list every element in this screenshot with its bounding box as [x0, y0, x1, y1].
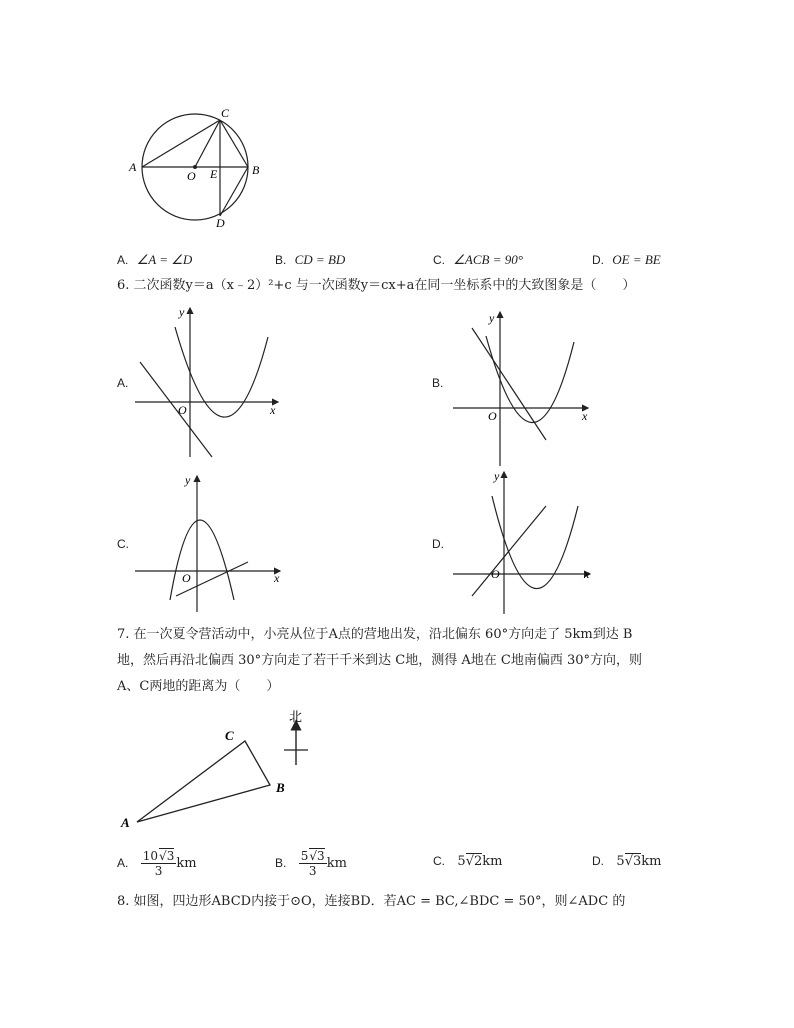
q6-option-a-letter[interactable]: A.	[117, 376, 129, 390]
q5-option-a[interactable]: A. ∠A = ∠D	[117, 252, 193, 267]
q6-graph-c[interactable]	[130, 470, 285, 615]
axis-x: x	[584, 567, 590, 581]
q7-option-d[interactable]: D. 5√3km	[592, 854, 662, 869]
origin: O	[182, 571, 191, 585]
axis-x: x	[582, 409, 588, 423]
q7-option-b[interactable]: B. $\frac{5√3}{3}$ km	[275, 849, 347, 878]
axis-y: y	[489, 311, 495, 325]
q7-line-3: A、C两地的距离为（ ）	[117, 679, 280, 694]
fraction: $\frac{10√3}{3}$	[142, 849, 175, 878]
circle-figure	[120, 100, 280, 235]
q6-option-b-letter[interactable]: B.	[432, 376, 444, 390]
fraction: $\frac{5√3}{3}$	[300, 849, 325, 878]
q6-graph-a[interactable]	[130, 302, 285, 462]
q7-triangle-figure	[115, 705, 335, 835]
q6-graph-b[interactable]	[448, 306, 598, 466]
label-d: D	[216, 216, 225, 230]
origin: O	[491, 567, 500, 581]
label-a: A	[121, 815, 130, 830]
axis-y: y	[179, 305, 185, 319]
origin: O	[178, 403, 187, 417]
q6-graph-d[interactable]	[448, 466, 598, 616]
q5-option-b[interactable]: B. CD = BD	[275, 252, 346, 267]
q6-option-c-letter[interactable]: C.	[117, 537, 129, 551]
label-e: E	[210, 167, 218, 181]
north-label: 北	[289, 709, 303, 724]
label-c: C	[225, 728, 234, 743]
axis-y: y	[185, 473, 191, 487]
q6-stem: 6. 二次函数y＝a（x﹣2）²+c 与一次函数y＝cx+a在同一坐标系中的大致图象是（ ）	[117, 278, 636, 293]
label-c: C	[221, 106, 230, 120]
axis-x: x	[274, 571, 280, 585]
q7-line-2: 地，然后再沿北偏西 30°方向走了若干千米到达 C地，测得 A地在 C地南偏西 30°方向，则	[117, 653, 643, 668]
q6-option-d-letter[interactable]: D.	[432, 537, 444, 551]
label-a: A	[129, 160, 137, 174]
q5-option-c[interactable]: C. ∠ACB = 90°	[433, 252, 523, 267]
q7-option-a[interactable]: A. $\frac{10√3}{3}$ km	[117, 849, 197, 878]
label-b: B	[252, 163, 260, 177]
origin: O	[488, 409, 497, 423]
label-b: B	[276, 780, 285, 795]
q7-option-c[interactable]: C. 5√2km	[433, 854, 503, 869]
q5-option-d[interactable]: D. OE = BE	[592, 252, 661, 267]
axis-x: x	[270, 403, 276, 417]
label-o: O	[187, 169, 196, 183]
axis-y: y	[494, 469, 500, 483]
q8-stem: 8. 如图，四边形ABCD内接于⊙O，连接BD．若AC = BC,∠BDC = 50°，则∠ADC 的	[117, 894, 626, 909]
q7-line-1: 7. 在一次夏令营活动中，小亮从位于A点的营地出发，沿北偏东 60°方向走了 5km到达 B	[117, 627, 633, 642]
